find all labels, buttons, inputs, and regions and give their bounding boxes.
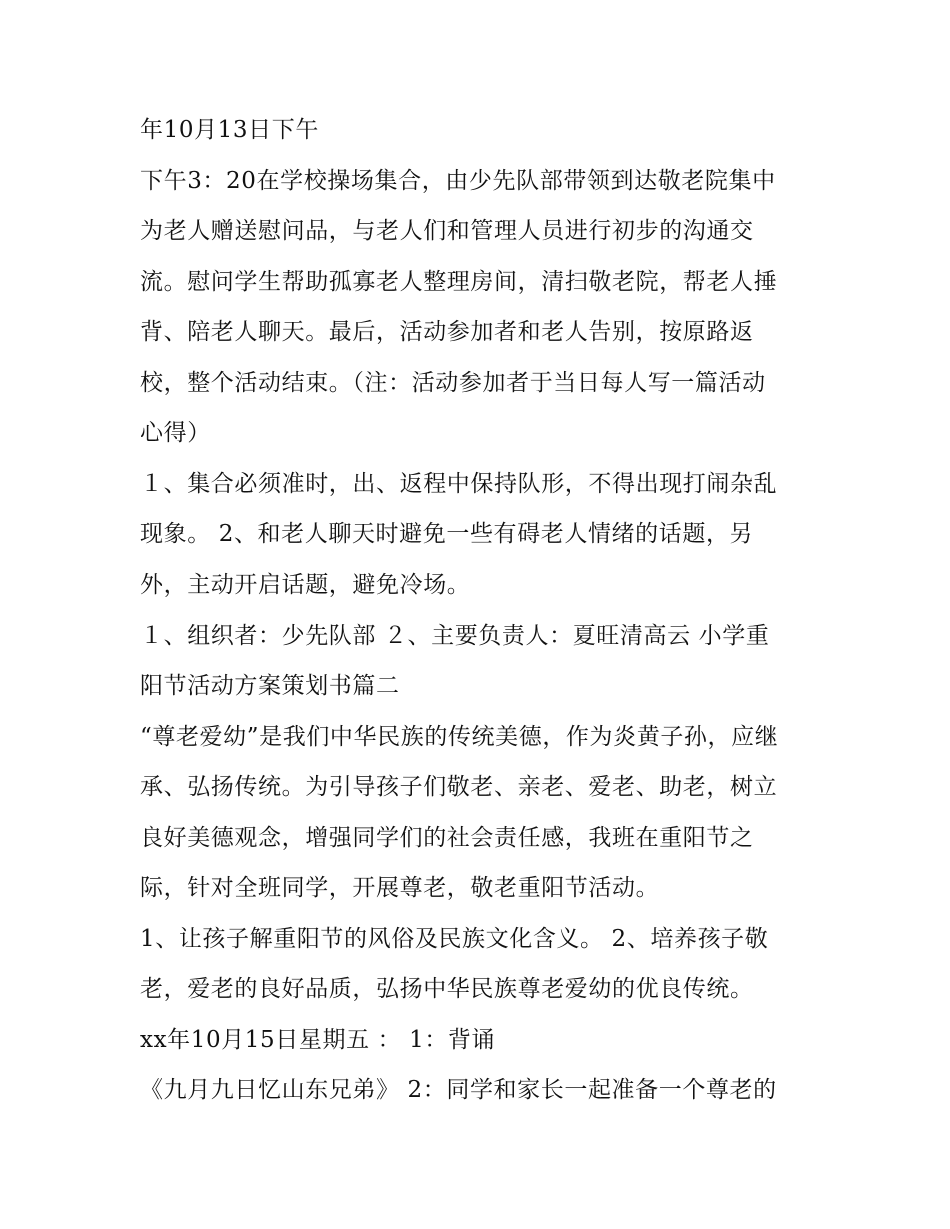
text-line: 老，爱老的良好品质，弘扬中华民族尊老爱幼的优良传统。 — [140, 976, 754, 1002]
text-line: 《九月九日忆山东兄弟》 2：同学和家长一起准备一个尊老的 — [140, 1077, 777, 1103]
text-line: 为老人赠送慰问品，与老人们和管理人员进行初步的沟通交 — [140, 218, 754, 244]
text-line: “尊老爱幼”是我们中华民族的传统美德，作为炎黄子孙，应继 — [140, 724, 779, 750]
text-line: xx年10月15日星期五 ： 1：背诵 — [140, 1027, 496, 1053]
text-line: １、集合必须准时，出、返程中保持队形，不得出现打闹杂乱 — [140, 471, 778, 497]
text-line: 阳节活动方案策划书篇二 — [140, 673, 400, 699]
text-line: 心得） — [140, 420, 211, 446]
text-line: 校，整个活动结束。（注：活动参加者于当日每人写一篇活动 — [140, 370, 766, 396]
text-line: 际，针对全班同学，开展尊老，敬老重阳节活动。 — [140, 875, 660, 901]
text-line: １、组织者：少先队部 ２、主要负责人：夏旺清高云 小学重 — [140, 623, 770, 649]
text-line: 良好美德观念，增强同学们的社会责任感，我班在重阳节之 — [140, 825, 754, 851]
text-line: 现象。 2、和老人聊天时避免一些有碍老人情绪的话题，另 — [140, 521, 754, 547]
text-line: 下午3：20在学校操场集合，由少先队部带领到达敬老院集中 — [140, 168, 776, 194]
text-line: 外，主动开启话题，避免冷场。 — [140, 572, 471, 598]
text-line: 承、弘扬传统。为引导孩子们敬老、亲老、爱老、助老，树立 — [140, 774, 778, 800]
text-line: 背、陪老人聊天。最后，活动参加者和老人告别，按原路返 — [140, 319, 754, 345]
text-line: 流。慰问学生帮助孤寡老人整理房间，清扫敬老院，帮老人捶 — [140, 269, 778, 295]
text-line: 年10月13日下午 — [140, 117, 319, 143]
text-line: 1、让孩子解重阳节的风俗及民族文化含义。 2、培养孩子敬 — [140, 926, 769, 952]
